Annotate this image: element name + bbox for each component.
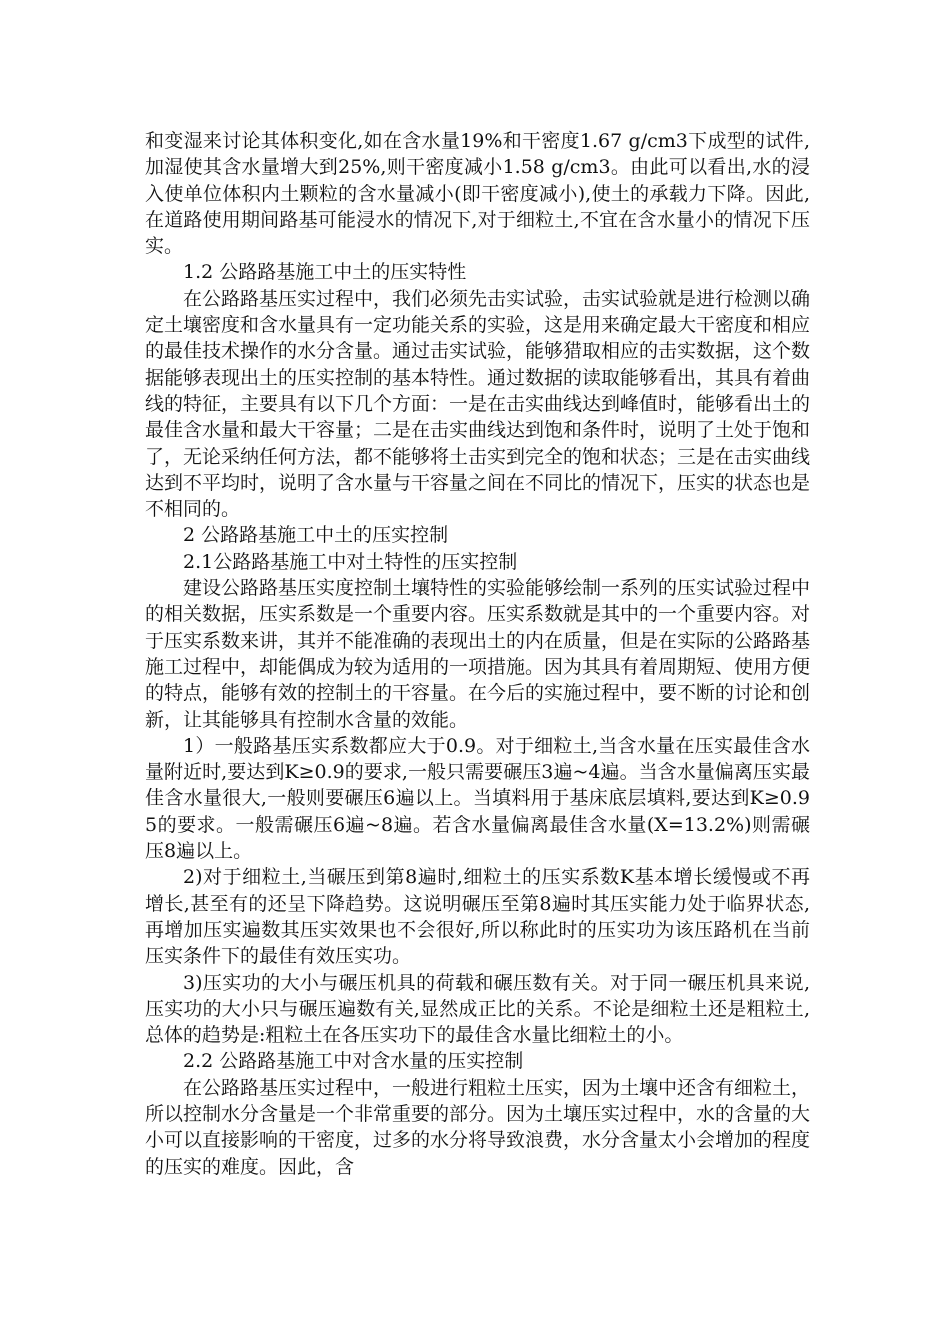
paragraph-compaction-test: 在公路路基压实过程中，我们必须先击实试验，击实试验就是进行检测以确定土壤密度和含水量具有一定功能关系的实验，这是用来确定最大干密度和相应的最佳技术操作的水分含量。通过击实试验，能够猎取相应的击实数据，这个数据能够表现出土的压实控制的基本特性。通过数据的读取能够看出，其具有着曲线的特征，主要具有以下几个方面：一是在击实曲线达到峰值时，能够看出土的最佳含水量和最大干容量；二是在击实曲线达到饱和条件时，说明了土处于饱和了，无论采纳任何方法，都不能够将土击实到完全的饱和状态；三是在击实曲线达到不平均时，说明了含水量与干容量之间在不同比的情况下，压实的状态也是不相同的。 bbox=[145, 287, 811, 521]
section-heading-2-2: 2.2 公路路基施工中对含水量的压实控制 bbox=[183, 1050, 524, 1073]
section-heading-1-2: 1.2 公路路基施工中土的压实特性 bbox=[183, 261, 467, 284]
section-heading-2: 2 公路路基施工中土的压实控制 bbox=[183, 524, 449, 547]
section-heading-2-1: 2.1公路路基施工中对土特性的压实控制 bbox=[183, 550, 518, 573]
paragraph-continued: 和变湿来讨论其体积变化,如在含水量19%和干密度1.67 g/cm3下成型的试件,加湿使其含水量增大到25%,则干密度减小1.58 g/cm3。由此可以看出,水的浸入使单位体积内土颗粒的含水量减小(即干密度减小),使土的承载力下降。因此,在道路使用期间路基可能浸水的情况下,对于细粒土,不宜在含水量小的情况下压实。 bbox=[145, 130, 810, 258]
paragraph-compaction-coefficient: 建设公路路基压实度控制土壤特性的实验能够绘制一系列的压实试验过程中的相关数据，压实系数是一个重要内容。压实系数就是其中的一个重要内容。对于压实系数来讲，其并不能准确的表现出土的内在质量，但是在实际的公路路基施工过程中，却能偶成为较为适用的一项措施。因为其具有着周期短、使用方便的特点，能够有效的控制土的干容量。在今后的实施过程中，要不断的讨论和创新，让其能够具有控制水含量的效能。 bbox=[145, 577, 811, 731]
list-item-1: 1）一般路基压实系数都应大于0.9。对于细粒土,当含水量在压实最佳含水量附近时,要达到K≥0.9的要求,一般只需要碾压3遍~4遍。当含水量偏离压实最佳含水量很大,一般则要碾压6遍以上。当填料用于基床底层填料,要达到K≥0.95的要求。一般需碾压6遍~8遍。若含水量偏离最佳含水量(X=13.2%)则需碾压8遍以上。 bbox=[145, 734, 810, 863]
paragraph-water-content: 在公路路基压实过程中，一般进行粗粒土压实，因为土壤中还含有细粒土，所以控制水分含量是一个非常重要的部分。因为土壤压实过程中，水的含量的大小可以直接影响的干密度，过多的水分将导致浪费，水分含量太小会增加的程度的压实的难度。因此，含 bbox=[145, 1076, 811, 1178]
list-item-3: 3)压实功的大小与碾压机具的荷载和碾压数有关。对于同一碾压机具来说,压实功的大小只与碾压遍数有关,显然成正比的关系。不论是细粒土还是粗粒土,总体的趋势是:粗粒土在各压实功下的最佳含水量比细粒土的小。 bbox=[145, 971, 810, 1047]
list-item-2: 2)对于细粒土,当碾压到第8遍时,细粒土的压实系数K基本增长缓慢或不再增长,甚至有的还呈下降趋势。这说明碾压至第8遍时其压实能力处于临界状态,再增加压实遍数其压实效果也不会很好,所以称此时的压实功为该压路机在当前压实条件下的最佳有效压实功。 bbox=[145, 866, 810, 968]
document-body bbox=[145, 128, 810, 1180]
